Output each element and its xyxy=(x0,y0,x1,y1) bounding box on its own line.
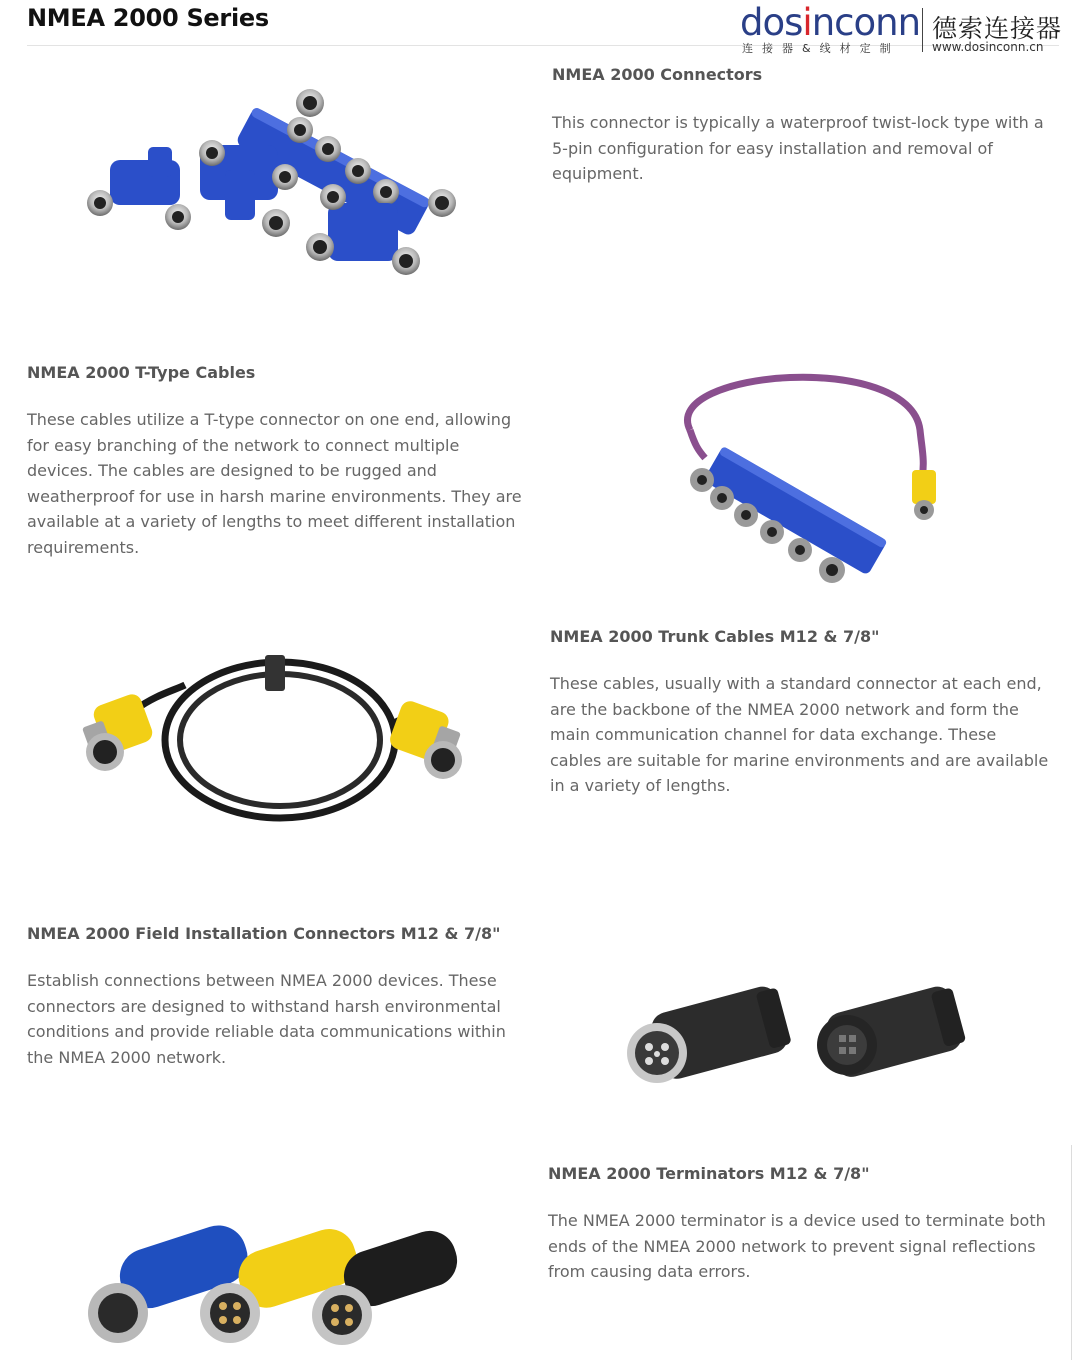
t-type-cable-photo xyxy=(660,360,950,590)
page-title: NMEA 2000 Series xyxy=(27,4,269,32)
terminators-photo xyxy=(80,1215,465,1355)
section-text-trunk-cables: These cables, usually with a standard connector at each end, are the backbone of the NMEA 2000 network and form the main communication channel for data exchange. These cables are suitable for marine environments and are available in a variety of lengths. xyxy=(550,674,1049,796)
logo-tagline: 连接器&线材定制 xyxy=(742,42,900,55)
logo-wordmark: dosinconn xyxy=(740,1,921,44)
section-heading-field-installation: NMEA 2000 Field Installation Connectors M12 & 7/8" xyxy=(27,924,501,943)
section-heading-connectors: NMEA 2000 Connectors xyxy=(552,65,763,84)
logo-url: www.dosinconn.cn xyxy=(932,40,1044,54)
section-text-connectors: This connector is typically a waterproof twist-lock type with a 5-pin configuration for easy installation and removal of equipment. xyxy=(552,113,1044,184)
section-text-field-installation: Establish connections between NMEA 2000 devices. These connectors are designed to withstand harsh environmental conditions and provide reliable data communications within the NMEA 2000 network. xyxy=(27,971,506,1067)
logo-chinese-name: 德索连接器 xyxy=(932,14,1063,43)
section-heading-terminators: NMEA 2000 Terminators M12 & 7/8" xyxy=(548,1164,870,1183)
section-text-t-type-cables: These cables utilize a T-type connector on one end, allowing for easy branching of the network to connect multiple devices. The cables are designed to be rugged and weatherproof for use in harsh marine environments. They are available at a variety of lengths to meet different installation requirements. xyxy=(27,410,522,557)
connectors-photo xyxy=(80,75,475,285)
page-edge-divider xyxy=(1071,1145,1072,1360)
section-text-terminators: The NMEA 2000 terminator is a device used to terminate both ends of the NMEA 2000 network to prevent signal reflections from causing data errors. xyxy=(548,1211,1046,1282)
trunk-cable-photo xyxy=(75,645,475,825)
section-heading-t-type-cables: NMEA 2000 T-Type Cables xyxy=(27,363,256,382)
field-connector-photo xyxy=(615,975,980,1100)
section-heading-trunk-cables: NMEA 2000 Trunk Cables M12 & 7/8" xyxy=(550,627,880,646)
logo-separator xyxy=(922,8,923,52)
brand-logo xyxy=(740,2,1070,58)
